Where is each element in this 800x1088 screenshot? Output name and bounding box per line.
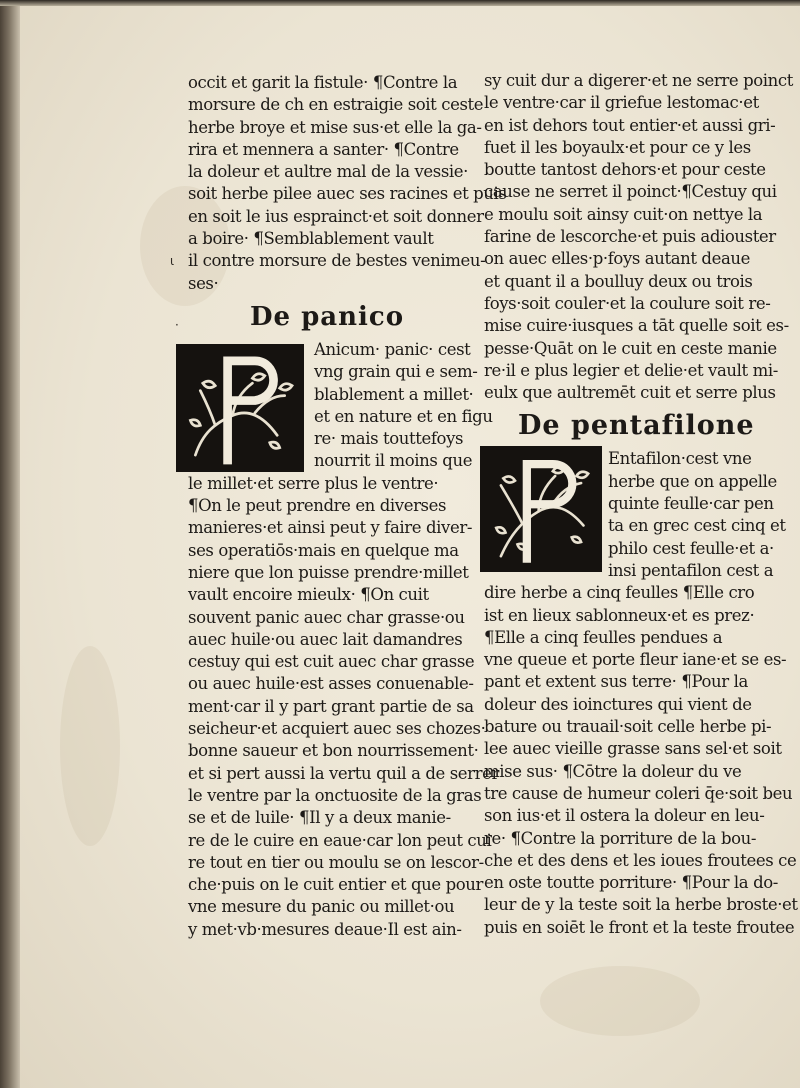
text-line: pant et extent sus terre· ¶Pour la xyxy=(484,672,748,692)
margin-mark: ι xyxy=(170,254,175,268)
text-line: vne mesure du panic ou millet·ou xyxy=(188,897,455,917)
text-line: insi pentafilon cest a xyxy=(608,560,774,580)
text-line: le millet·et serre plus le ventre· xyxy=(188,473,439,493)
text-line: manieres·et ainsi peut y faire diver- xyxy=(188,518,472,538)
woodcut-initial-graphic xyxy=(178,346,302,470)
text-line: en ist dehors tout entier·et aussi gri- xyxy=(484,115,776,135)
text-line: il contre morsure de bestes venimeu- xyxy=(188,251,486,271)
text-line: le ventre par la onctuosite de la gras xyxy=(188,785,482,805)
text-line: puis en soiēt le front et la teste froutee xyxy=(484,917,795,937)
text-line: re· ¶Contre la porriture de la bou- xyxy=(484,828,757,848)
text-line: bonne saueur et bon nourrissement· xyxy=(188,741,479,761)
text-line: son ius·et il ostera la doleur en leu- xyxy=(484,806,765,826)
text-line: cause ne serret il poinct·¶Cestuy qui xyxy=(484,182,777,202)
text-line: et quant il a boulluy deux ou trois xyxy=(484,271,753,291)
text-line: ses operatiōs·mais en quelque ma xyxy=(188,540,459,560)
text-line: dire herbe a cinq feulles ¶Elle cro xyxy=(484,583,755,603)
text-line: che et des dens et les ioues froutees ce xyxy=(484,850,797,870)
section-heading-de-panico: De panico xyxy=(249,301,405,332)
text-line: mise sus· ¶Cōtre la doleur du ve xyxy=(484,761,742,781)
paper-stain xyxy=(60,646,120,846)
text-line: leur de y la teste soit la herbe broste·et xyxy=(484,895,798,915)
text-line: sy cuit dur a digerer·et ne serre poinct xyxy=(484,71,793,90)
text-line: rira et mennera a santer· ¶Contre xyxy=(188,139,459,159)
decorated-initial-p xyxy=(480,446,602,572)
woodcut-initial-graphic xyxy=(482,448,600,570)
text-line: re tout en tier ou moulu se on lescor- xyxy=(188,852,484,872)
right-text-column xyxy=(484,70,798,939)
text-line: fuet il les boyaulx·et pour ce y les xyxy=(484,137,751,157)
text-line: niere que lon puisse prendre·millet xyxy=(188,562,469,582)
text-line: ou auec huile·est asses conuenable- xyxy=(188,674,474,694)
text-line: cestuy qui est cuit auec char grasse xyxy=(188,652,475,672)
text-line: Anicum· panic· cest xyxy=(314,339,471,359)
text-line: eulx que aultremēt cuit et serre plus xyxy=(484,383,776,403)
text-line: vne queue et porte fleur iane·et se es- xyxy=(484,650,787,670)
text-line: ses· xyxy=(188,273,219,293)
text-line: philo cest feulle·et a· xyxy=(608,538,774,558)
text-line: herbe broye et mise sus·et elle la ga- xyxy=(188,117,482,137)
margin-mark: · xyxy=(175,318,179,332)
text-line: blablement a millet· xyxy=(314,384,474,404)
text-line: bature ou trauail·soit celle herbe pi- xyxy=(484,717,772,737)
text-line: quinte feulle·car pen xyxy=(608,494,774,514)
text-line: re· mais touttefoys xyxy=(314,429,464,449)
text-line: nourrit il moins que xyxy=(314,451,473,471)
text-line: on auec elles·p·foys autant deaue xyxy=(484,249,750,269)
decorated-initial-p xyxy=(176,344,304,472)
text-line: et en nature et en figu xyxy=(314,406,493,426)
text-line: doleur des ioinctures qui vient de xyxy=(484,694,752,714)
text-line: foys·soit couler·et la coulure soit re- xyxy=(484,293,771,313)
text-line: en oste toutte porriture· ¶Pour la do- xyxy=(484,873,778,893)
text-line: souvent panic auec char grasse·ou xyxy=(188,607,465,627)
text-line: pesse·Quāt on le cuit en ceste manie xyxy=(484,338,777,358)
text-line: mise cuire·iusques a tāt quelle soit es- xyxy=(484,316,789,336)
left-text-column xyxy=(188,72,507,941)
paper-stain xyxy=(540,966,700,1036)
text-line: vault encoire mieulx· ¶On cuit xyxy=(188,585,429,605)
text-line: a boire· ¶Semblablement vault xyxy=(188,229,434,249)
text-line: y met·vb·mesures deaue·Il est ain- xyxy=(188,919,462,939)
text-line: e moulu soit ainsy cuit·on nettye la xyxy=(484,204,763,224)
text-line: soit herbe pilee auec ses racines et puis xyxy=(188,184,507,204)
text-line: lee auec vieille grasse sans sel·et soit xyxy=(484,739,782,759)
text-line: ta en grec cest cinq et xyxy=(608,516,786,536)
text-line: boutte tantost dehors·et pour ceste xyxy=(484,160,766,180)
text-line: tre cause de humeur coleri q̄e·soit beu xyxy=(484,783,793,803)
text-line: Entafilon·cest vne xyxy=(608,449,752,469)
section-heading-de-pentafilone: De pentafilone xyxy=(518,410,755,442)
text-line: ment·car il y part grant partie de sa xyxy=(188,696,474,716)
text-line: la doleur et aultre mal de la vessie· xyxy=(188,162,469,182)
text-line: auec huile·ou auec lait damandres xyxy=(188,629,463,649)
text-line: vng grain qui e sem- xyxy=(314,362,478,382)
text-line: ist en lieux sablonneux·et es prez· xyxy=(484,605,755,625)
text-line: re de le cuire en eaue·car lon peut cui xyxy=(188,830,492,850)
text-line: morsure de ch en estraigie soit ceste xyxy=(188,95,484,115)
text-line: ¶Elle a cinq feulles pendues a xyxy=(484,627,723,647)
text-line: et si pert aussi la vertu quil a de serrer xyxy=(188,763,499,783)
text-line: occit et garit la fistule· ¶Contre la xyxy=(188,73,458,92)
text-line: se et de luile· ¶Il y a deux manie- xyxy=(188,808,451,828)
text-line: che·puis on le cuit entier et que pour xyxy=(188,875,484,895)
book-spine-shadow xyxy=(0,0,20,1088)
text-line: farine de lescorche·et puis adiouster xyxy=(484,227,776,247)
text-line: en soit le ius esprainct·et soit donner xyxy=(188,206,484,226)
text-line: ¶On le peut prendre en diverses xyxy=(188,496,447,516)
text-line: seicheur·et acquiert auec ses chozes· xyxy=(188,719,486,739)
text-line: le ventre·car il griefue lestomac·et xyxy=(484,93,759,113)
text-line: herbe que on appelle xyxy=(608,471,777,491)
text-line: re·il e plus legier et delie·et vault mi- xyxy=(484,360,778,380)
